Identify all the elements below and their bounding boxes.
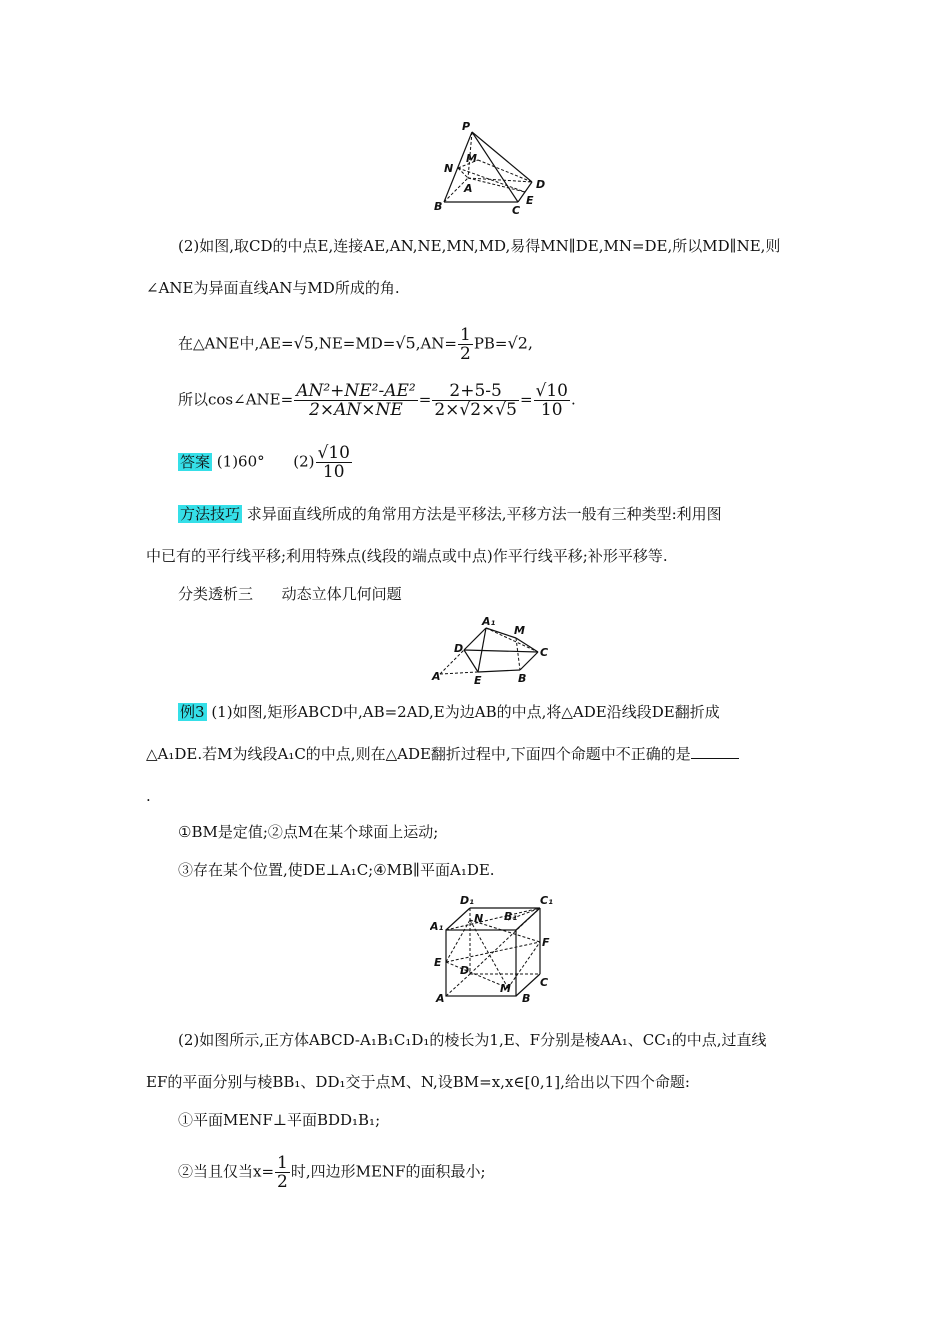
cube-figure [430,890,560,1004]
label-D: D [460,964,470,977]
text: 时,四边形MENF的面积最小; [290,1162,486,1181]
label-B: B [522,992,531,1004]
answer-blank[interactable] [691,744,739,759]
text: 所以cos∠ANE= [178,390,294,409]
fraction [534,382,570,419]
label-N: N [444,162,454,175]
text: 在△ANE中,AE= [178,334,294,353]
denominator: 2×√2×√5 [434,400,517,420]
fraction [275,1154,290,1191]
numerator: √10 [535,381,568,401]
label-B: B [434,200,443,213]
solution-2-line-3 [178,326,533,363]
label-F: F [542,936,550,949]
fraction [458,326,473,363]
example-tag: 例3 [180,703,205,721]
label-E: E [526,194,534,207]
label-D: D [536,178,546,191]
text: . [570,390,576,409]
example-text: (1)如图,矩形ABCD中,AB=2AD,E为边AB的中点,将△ADE沿线段DE翻折成 [211,703,720,721]
label-A: A [436,992,445,1004]
pyramid-figure [430,118,550,218]
example-3-line-4: ③存在某个位置,使DE⊥A₁C;④MB∥平面A₁DE. [178,861,495,879]
denominator: 10 [322,462,345,482]
label-C1: C₁ [540,894,553,907]
fraction [432,382,519,419]
label-N: N [474,912,484,925]
denominator: 2×AN×NE [309,400,403,420]
numerator: 1 [277,1153,288,1173]
text: ,NE=MD= [313,334,396,353]
label-A: A [464,182,473,195]
label-D: D [454,642,464,655]
solution-2-line-2: ∠ANE为异面直线AN与MD所成的角. [146,279,400,297]
answer-fraction [316,444,352,481]
example-3-line-1 [178,702,720,722]
answer-part-1: (1)60° [216,452,265,471]
label-E: E [474,674,482,686]
numerator: 2+5-5 [432,382,519,401]
example-text: △A₁DE.若M为线段A₁C的中点,则在△ADE翻折过程中,下面四个命题中不正确的是 [146,745,691,763]
numerator: AN²+NE²-AE² [296,381,416,401]
denominator: 2 [277,1172,288,1192]
text: = [519,390,533,409]
section-title: 分类透析三 [178,585,254,603]
answer-line [178,444,353,481]
method-tip-line-2: 中已有的平行线平移;利用特殊点(线段的端点或中点)作平行线平移;补形平移等. [146,547,668,565]
numerator: √10 [317,443,350,463]
folding-figure [430,616,554,686]
example-3-part-2-line-1: (2)如图所示,正方体ABCD-A₁B₁C₁D₁的棱长为1,E、F分别是棱AA₁、CC₁的中点,过直线 [178,1031,767,1049]
radical: √5 [395,333,416,353]
label-D1: D₁ [460,894,474,907]
label-C: C [540,976,549,989]
denominator: 10 [540,400,563,420]
label-C: C [540,646,549,659]
label-M: M [500,982,511,995]
label-M: M [466,152,477,165]
answer-part-2: (2) [293,452,315,471]
label-B: B [518,672,527,685]
example-3-line-3: ①BM是定值;②点M在某个球面上运动; [178,823,439,841]
solution-2-line-4 [178,382,576,419]
text: = [418,390,432,409]
solution-2-line-1: (2)如图,取CD的中点E,连接AE,AN,NE,MN,MD,易得MN∥DE,MN=DE,所以MD∥NE,则 [178,237,781,255]
label-E: E [434,956,442,969]
text: PB= [473,334,508,353]
denominator: 2 [459,344,471,364]
answer-tag: 答案 [180,452,211,471]
label-B1: B₁ [504,910,518,923]
section-subtitle: 动态立体几何问题 [281,585,402,603]
label-C: C [512,204,521,217]
label-A1: A₁ [430,920,444,933]
example-3-part-2-line-2: EF的平面分别与棱BB₁、DD₁交于点M、N,设BM=x,x∈[0,1],给出以下四个命题: [146,1073,690,1091]
proposition-1: ①平面MENF⊥平面BDD₁B₁; [178,1111,381,1129]
radical: √2, [507,333,533,353]
example-3-line-2 [146,744,739,764]
example-3-line-2-end: . [146,787,151,805]
section-heading [178,584,402,604]
fraction [294,382,418,419]
method-text: 求异面直线所成的角常用方法是平移法,平移方法一般有三种类型:利用图 [246,505,722,523]
label-A: A [432,670,441,683]
method-tag: 方法技巧 [180,505,241,523]
radical: √5 [293,333,314,353]
text: ,AN= [415,334,457,353]
label-M: M [514,624,525,637]
method-tip-line-1 [178,504,722,524]
proposition-2 [178,1154,486,1191]
label-P: P [462,120,471,133]
label-A1: A₁ [482,616,496,628]
text: ②当且仅当x= [178,1162,275,1181]
numerator: 1 [459,325,471,345]
